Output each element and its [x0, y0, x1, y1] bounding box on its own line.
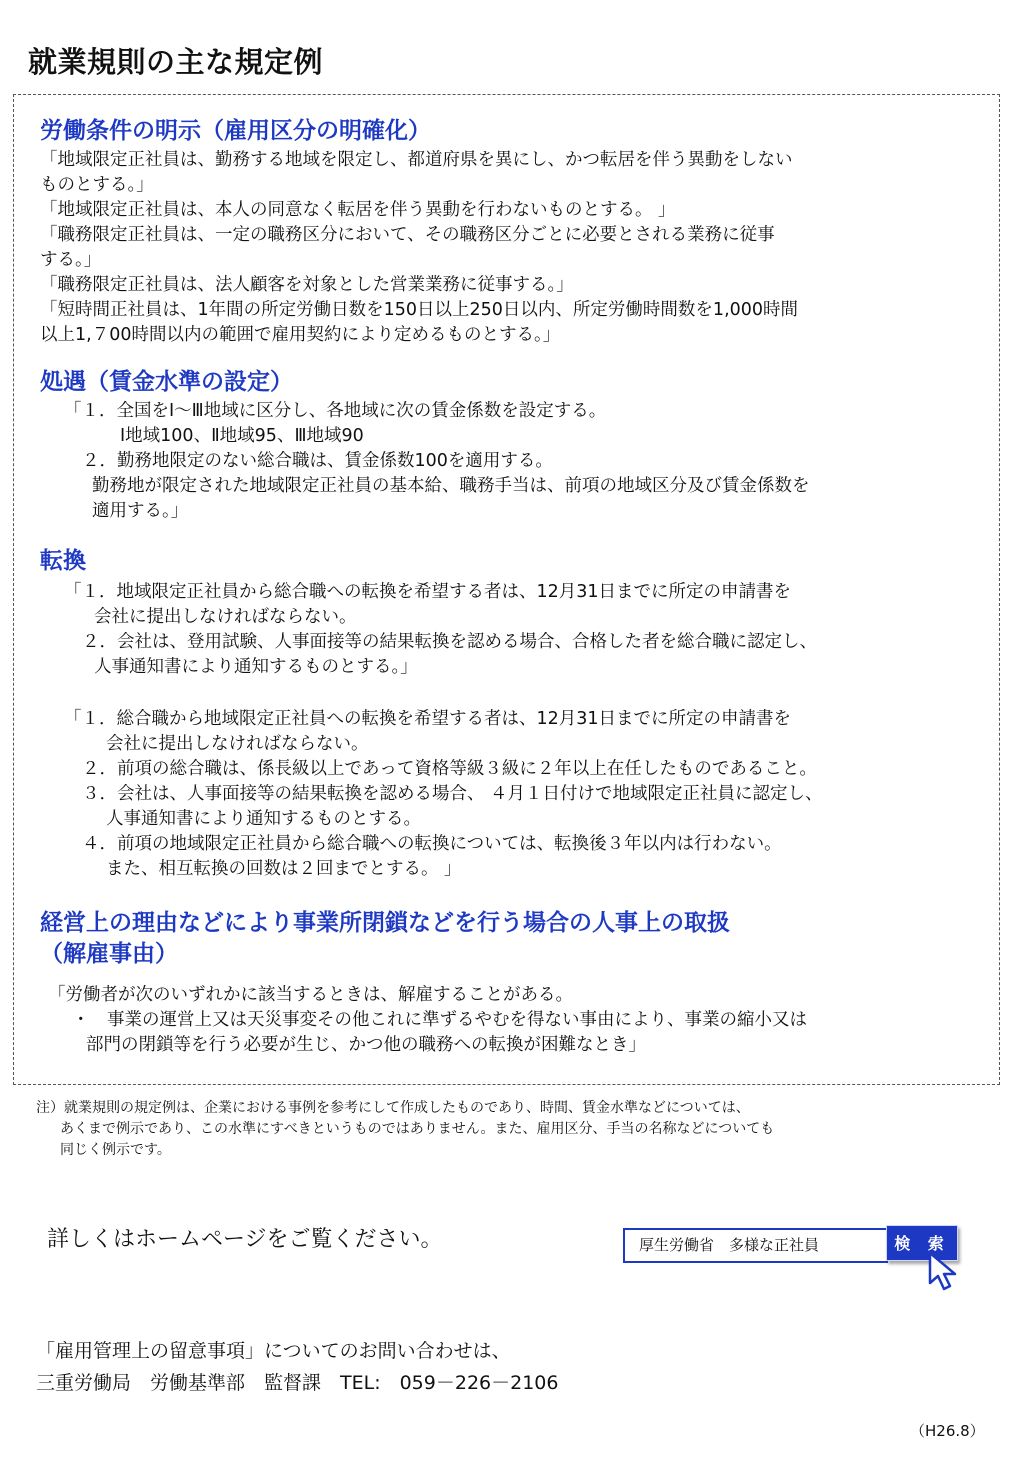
section-text: 「１．総合職から地域限定正社員への転換を希望する者は、12月31日までに所定の申請書を [64, 709, 792, 729]
search-input[interactable]: 厚生労働省 多様な正社員 [623, 1228, 888, 1263]
section-text: 勤務地が限定された地域限定正社員の基本給、職務手当は、前項の地域区分及び賃金係数を [92, 476, 810, 496]
section-text: ２．前項の総合職は、係長級以上であって資格等級３級に２年以上在任したものであること。 [82, 759, 817, 779]
mouse-pointer-icon [926, 1250, 964, 1294]
section-text: 「短時間正社員は、1年間の所定労働日数を150日以上250日以内、所定労働時間数を1,000時間 [40, 300, 799, 320]
disclaimer-note: 同じく例示です。 [60, 1142, 171, 1158]
section-text: 適用する。」 [92, 501, 189, 521]
section-text: ３．会社は、人事面接等の結果転換を認める場合、 ４月１日付けで地域限定正社員に認定し、 [82, 784, 823, 804]
section-text: ４．前項の地域限定正社員から総合職への転換については、転換後３年以内は行わない。 [82, 834, 782, 854]
section-text: ２．会社は、登用試験、人事面接等の結果転換を認める場合、合格した者を総合職に認定し、 [82, 632, 817, 652]
section-text: する。」 [40, 250, 102, 270]
homepage-prompt: 詳しくはホームページをご覧ください。 [47, 1227, 443, 1252]
section-text: また、相互転換の回数は２回までとする。 」 [106, 859, 462, 879]
disclaimer-note: あくまで例示であり、この水準にすべきというものではありません。また、雇用区分、手当の名称などについても [60, 1121, 775, 1137]
section-text: 「１．地域限定正社員から総合職への転換を希望する者は、12月31日までに所定の申請書を [64, 582, 792, 602]
contact-line: 三重労働局 労働基準部 監督課 TEL: 059－226－2106 [36, 1372, 559, 1394]
section-text: 会社に提出しなければならない。 [106, 734, 369, 754]
section-text: 以上1,７00時間以内の範囲で雇用契約により定めるものとする。」 [40, 325, 561, 345]
section-text: ２．勤務地限定のない総合職は、賃金係数100を適用する。 [82, 451, 553, 471]
section-text: 部門の閉鎖等を行う必要が生じ、かつ他の職務への転換が困難なとき」 [86, 1035, 646, 1055]
section-text: ・ 事業の運営上又は天災事変その他これに準ずるやむを得ない事由により、事業の縮小又は [72, 1010, 807, 1030]
disclaimer-note: 注）就業規則の規定例は、企業における事例を参考にして作成したものであり、時間、賃金水準などについては、 [36, 1100, 750, 1116]
page-title: 就業規則の主な規定例 [28, 45, 324, 79]
section-text: 「地域限定正社員は、勤務する地域を限定し、都道府県を異にし、かつ転居を伴う異動をしない [40, 150, 793, 170]
section-text: 「労働者が次のいずれかに該当するときは、解雇することがある。 [48, 985, 573, 1005]
section-text: Ⅰ地域100、Ⅱ地域95、Ⅲ地域90 [120, 426, 364, 446]
section-text: 会社に提出しなければならない。 [94, 607, 357, 627]
section-text: 「職務限定正社員は、一定の職務区分において、その職務区分ごとに必要とされる業務に従事 [40, 225, 775, 245]
search-button[interactable]: 検 索 [886, 1225, 958, 1261]
issue-date: （H26.8） [910, 1422, 985, 1440]
section-text: 「地域限定正社員は、本人の同意なく転居を伴う異動を行わないものとする。 」 [40, 200, 676, 220]
section-heading-dismissal-sub: （解雇事由） [40, 941, 178, 967]
contact-line: 「雇用管理上の留意事項」についてのお問い合わせは、 [36, 1340, 511, 1362]
section-text: 「１．全国をⅠ～Ⅲ地域に区分し、各地域に次の賃金係数を設定する。 [64, 401, 607, 421]
section-text: ものとする。」 [40, 175, 154, 195]
section-heading-working-conditions: 労働条件の明示（雇用区分の明確化） [40, 118, 431, 144]
section-heading-conversion: 転換 [40, 548, 86, 574]
section-text: 人事通知書により通知するものとする。」 [94, 657, 418, 677]
section-heading-dismissal: 経営上の理由などにより事業所閉鎖などを行う場合の人事上の取扱 [40, 910, 730, 936]
section-heading-treatment: 処遇（賃金水準の設定） [40, 369, 293, 395]
section-text: 「職務限定正社員は、法人顧客を対象とした営業業務に従事する。」 [40, 275, 574, 295]
section-text: 人事通知書により通知するものとする。 [106, 809, 421, 829]
